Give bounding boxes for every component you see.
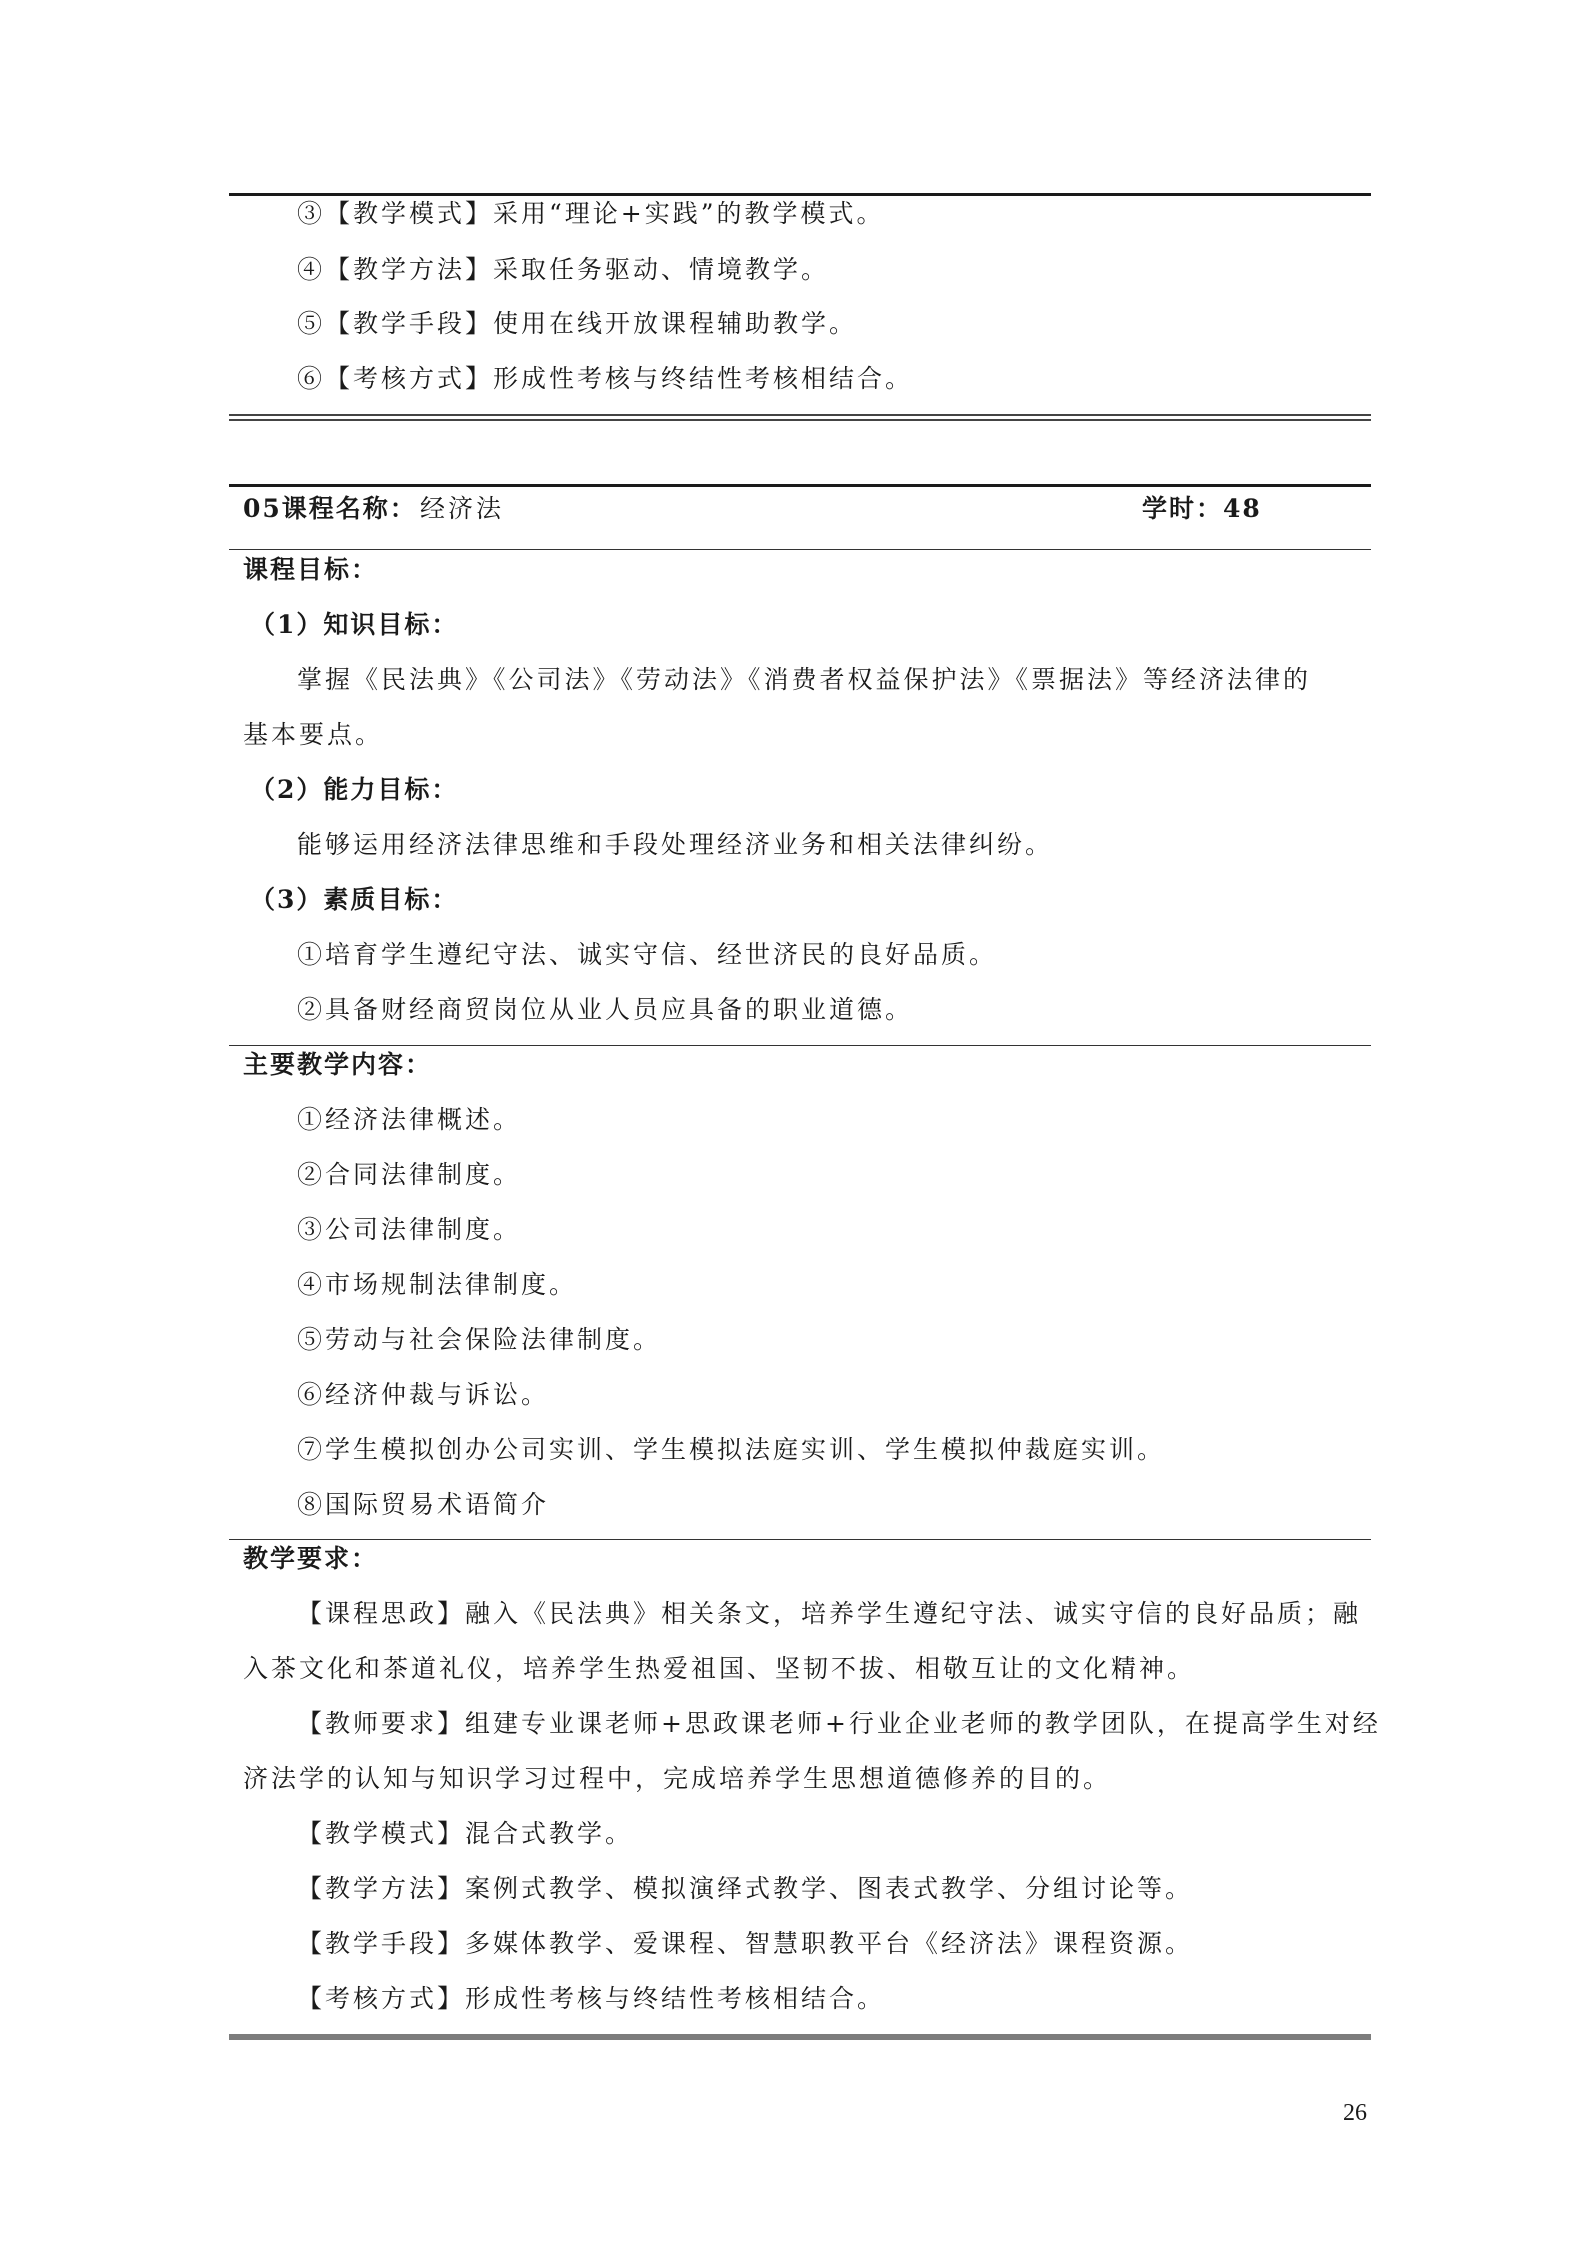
ability-goal-heading: （2）能力目标： xyxy=(250,775,459,804)
content-bottom-rule xyxy=(229,1539,1371,1540)
requirement-teacher: 【教师要求】组建专业课老师+思政课老师+行业企业老师的教学团队，在提高学生对经 xyxy=(297,1709,1381,1738)
top-item-teaching-mode: ③【教学模式】采用“理论+实践”的教学模式。 xyxy=(297,199,885,228)
requirement-ideology: 【课程思政】融入《民法典》相关条文，培养学生遵纪守法、诚实守信的良好品质；融 xyxy=(297,1599,1362,1628)
content-item: ①经济法律概述。 xyxy=(297,1105,522,1134)
content-item: ⑤劳动与社会保险法律制度。 xyxy=(297,1325,662,1354)
course-name-value: 经济法 xyxy=(420,494,505,523)
content-heading: 主要教学内容： xyxy=(243,1050,433,1079)
top-item-teaching-means: ⑤【教学手段】使用在线开放课程辅助教学。 xyxy=(297,309,858,338)
content-item: ⑦学生模拟创办公司实训、学生模拟法庭实训、学生模拟仲裁庭实训。 xyxy=(297,1435,1166,1464)
page-number: 26 xyxy=(1343,2100,1367,2126)
top-item-assessment: ⑥【考核方式】形成性考核与终结性考核相结合。 xyxy=(297,364,914,393)
content-item: ②合同法律制度。 xyxy=(297,1160,522,1189)
top-item-teaching-method: ④【教学方法】采取任务驱动、情境教学。 xyxy=(297,255,830,284)
top-section-end-rule xyxy=(229,414,1371,421)
quality-goal-item: ②具备财经商贸岗位从业人员应具备的职业道德。 xyxy=(297,995,914,1024)
course-name-label: 05课程名称： xyxy=(243,494,417,523)
quality-goal-heading: （3）素质目标： xyxy=(250,885,459,914)
course-hours: 学时：48 xyxy=(1142,494,1262,523)
top-section-rule xyxy=(229,193,1371,196)
knowledge-goal-heading: （1）知识目标： xyxy=(250,610,459,639)
requirement-mode: 【教学模式】混合式教学。 xyxy=(297,1819,634,1848)
section-end-rule xyxy=(229,2034,1371,2040)
requirement-teacher-cont: 济法学的认知与知识学习过程中，完成培养学生思想道德修养的目的。 xyxy=(243,1764,1112,1793)
course-header-bottom-rule xyxy=(229,549,1371,550)
knowledge-goal-text-cont: 基本要点。 xyxy=(243,720,384,749)
requirement-ideology-cont: 入茶文化和茶道礼仪，培养学生热爱祖国、坚韧不拔、相敬互让的文化精神。 xyxy=(243,1654,1196,1683)
content-item: ③公司法律制度。 xyxy=(297,1215,522,1244)
quality-goal-item: ①培育学生遵纪守法、诚实守信、经世济民的良好品质。 xyxy=(297,940,998,969)
content-item: ⑥经济仲裁与诉讼。 xyxy=(297,1380,550,1409)
requirements-heading: 教学要求： xyxy=(243,1544,379,1573)
content-item: ④市场规制法律制度。 xyxy=(297,1270,578,1299)
course-header-top-rule xyxy=(229,484,1371,487)
knowledge-goal-text: 掌握《民法典》《公司法》《劳动法》《消费者权益保护法》《票据法》等经济法律的 xyxy=(297,665,1312,694)
goals-bottom-rule xyxy=(229,1045,1371,1046)
requirement-method: 【教学方法】案例式教学、模拟演绎式教学、图表式教学、分组讨论等。 xyxy=(297,1874,1194,1903)
ability-goal-text: 能够运用经济法律思维和手段处理经济业务和相关法律纠纷。 xyxy=(297,830,1054,859)
requirement-assessment: 【考核方式】形成性考核与终结性考核相结合。 xyxy=(297,1984,886,2013)
goals-heading: 课程目标： xyxy=(243,555,379,584)
requirement-means: 【教学手段】多媒体教学、爱课程、智慧职教平台《经济法》课程资源。 xyxy=(297,1929,1194,1958)
content-item: ⑧国际贸易术语简介 xyxy=(297,1490,550,1519)
